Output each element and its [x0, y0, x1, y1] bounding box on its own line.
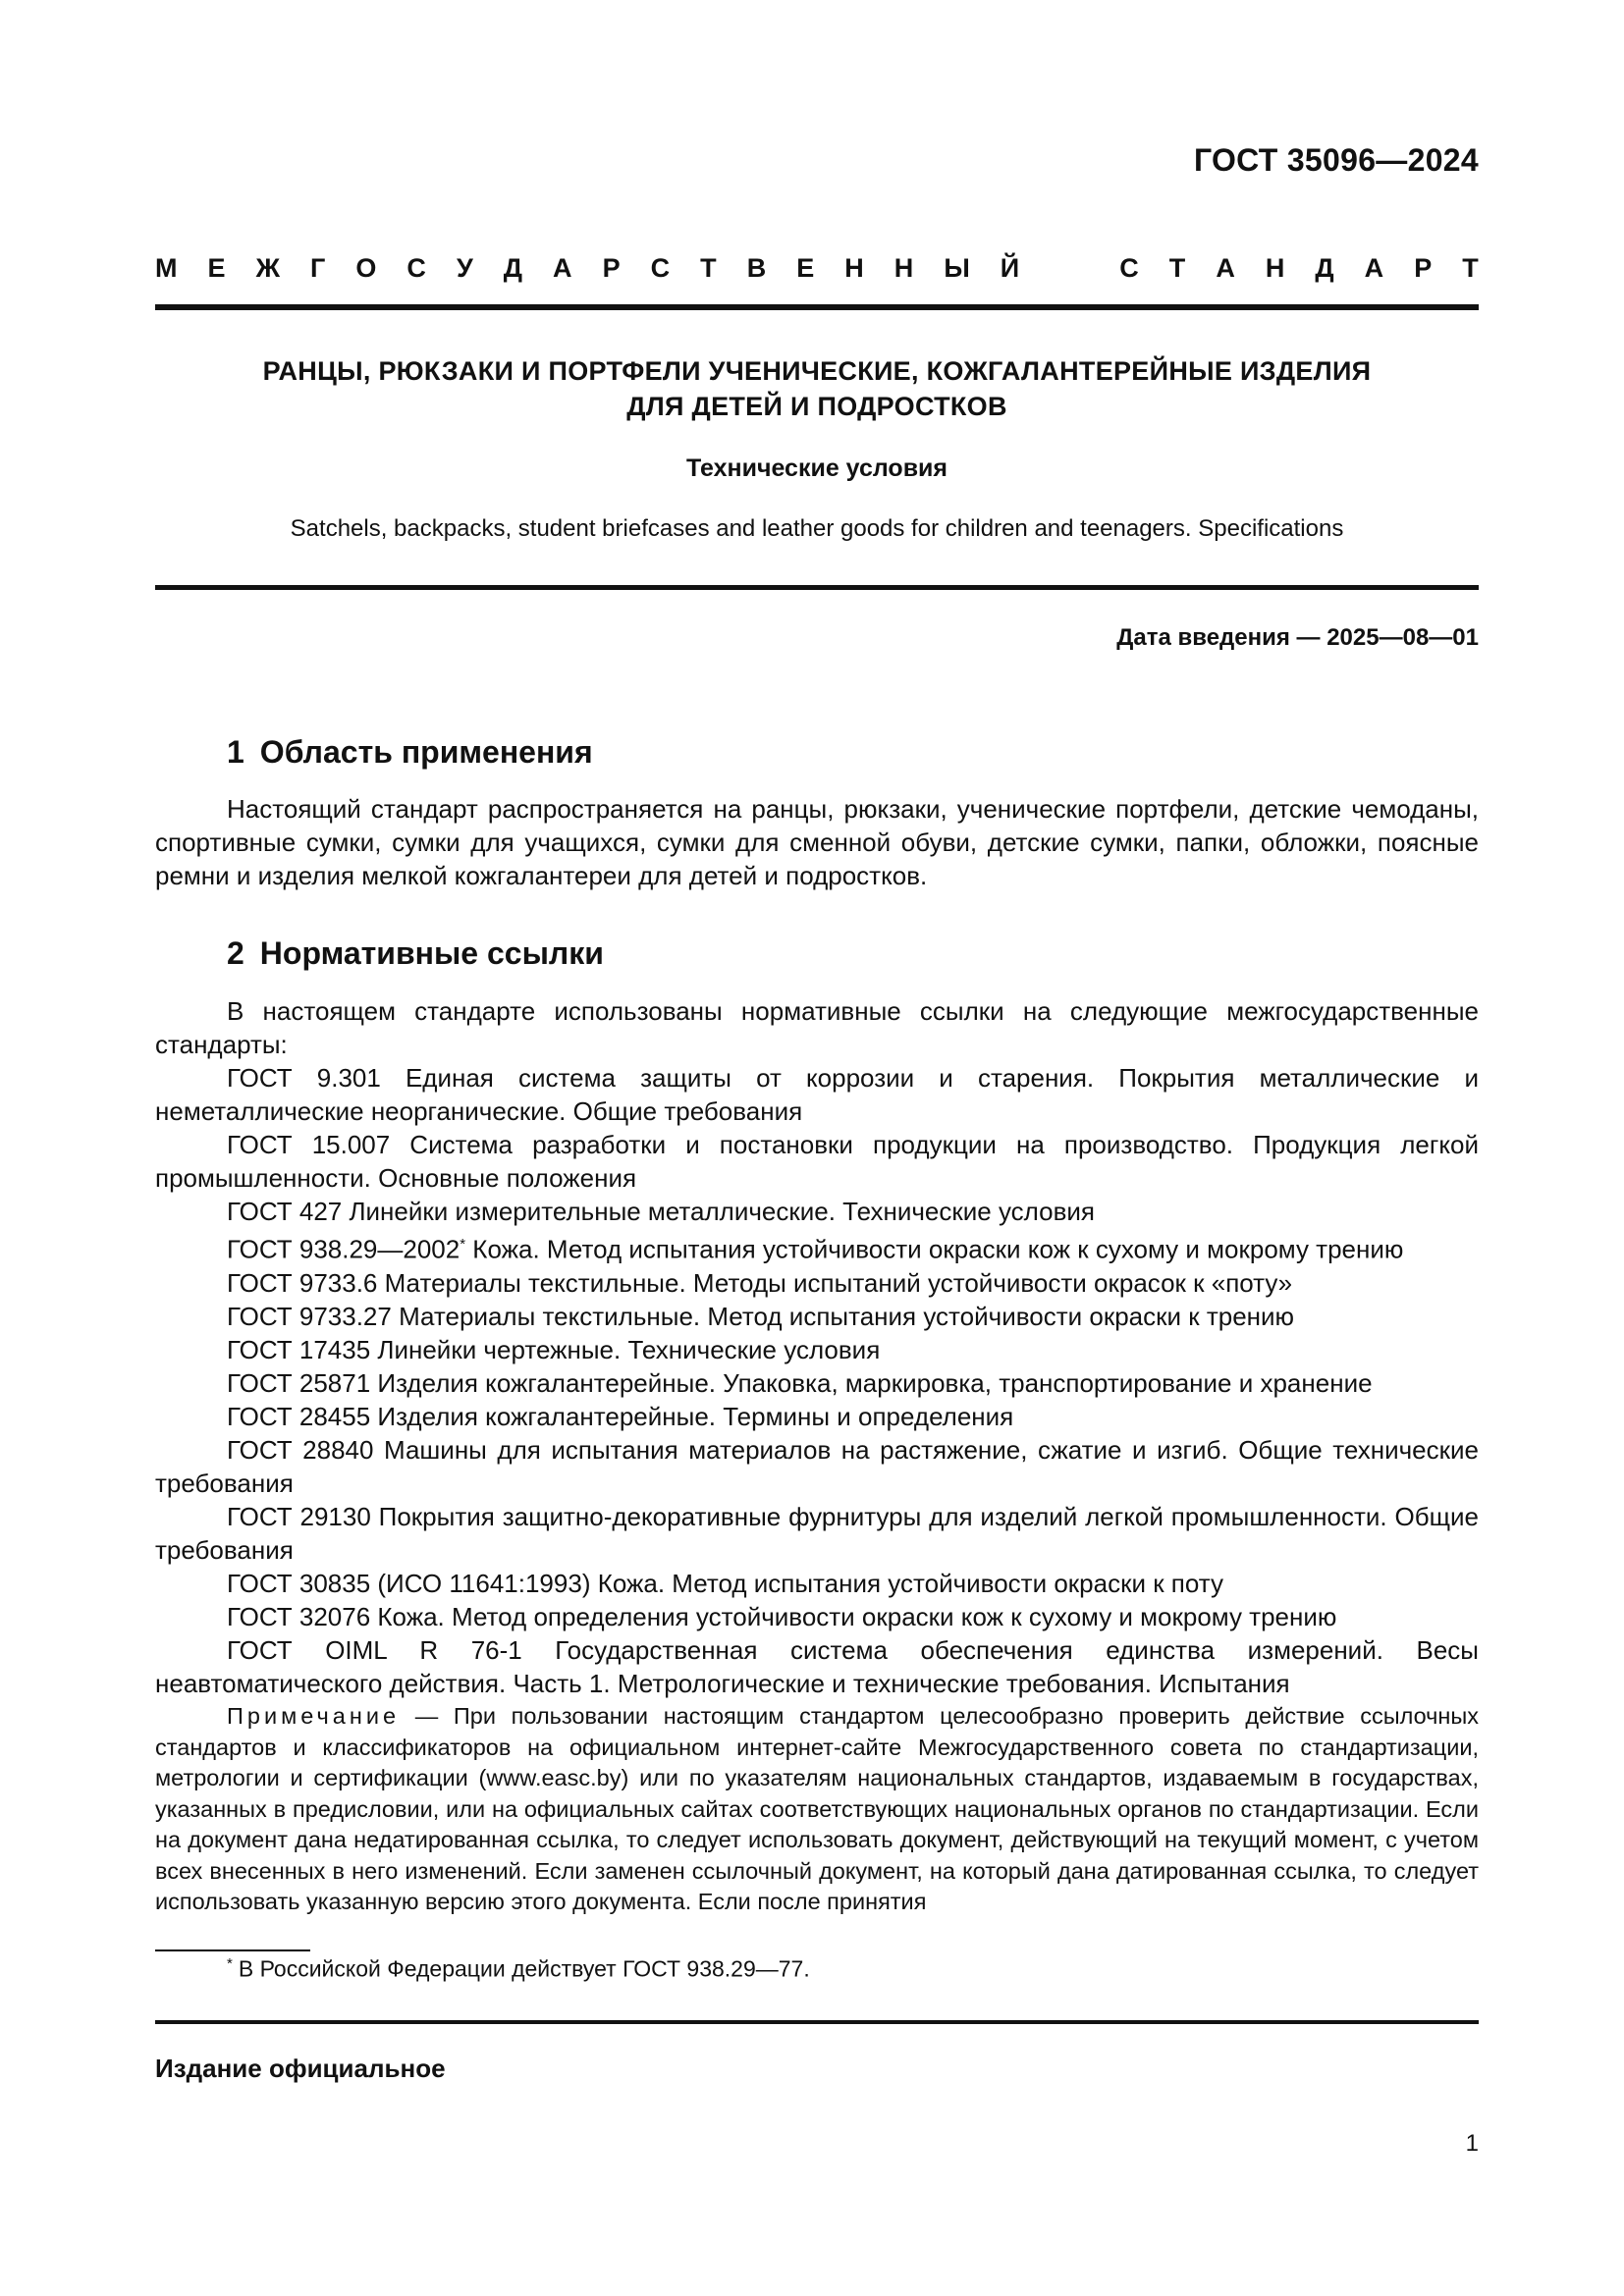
page-number: 1	[1465, 2130, 1479, 2157]
reference-item-938	[155, 1228, 1479, 1266]
banner-letter: Ы	[944, 253, 970, 283]
banner-letter: Т	[1168, 253, 1186, 283]
banner-letter: Г	[310, 253, 326, 283]
section-2-number: 2	[227, 935, 244, 971]
banner-letter: М	[155, 253, 178, 283]
reference-item: ГОСТ 28840 Машины для испытания материалов на растяжение, сжатие и изгиб. Общие технические требования	[155, 1434, 1479, 1498]
banner-letter: Д	[503, 253, 523, 283]
banner-letter: Е	[796, 253, 815, 283]
section-1-number: 1	[227, 734, 244, 770]
footer-rule	[155, 2020, 1479, 2024]
reference-item: ГОСТ 9.301 Единая система защиты от коррозии и старения. Покрытия металлические и неметаллические неорганические. Общие требования	[155, 1063, 1479, 1126]
reference-item: ГОСТ 9733.27 Материалы текстильные. Метод испытания устойчивости окраски к трению	[227, 1301, 1295, 1331]
section-1-heading	[227, 734, 593, 771]
banner-letter: Н	[893, 253, 914, 283]
reference-item: ГОСТ 9733.6 Материалы текстильные. Методы испытаний устойчивости окрасок к «поту»	[227, 1267, 1293, 1298]
banner-letter: В	[746, 253, 767, 283]
section-1-text: Настоящий стандарт распространяется на ранцы, рюкзаки, ученические портфели, детские чемоданы, спортивные сумки, сумки для учащихся, сумки для сменной обуви, детские сумки, папки, обложки, поясные ремни и изделия мелкой кожгалантереи для детей и подростков.	[155, 794, 1479, 890]
section-1-title: Область применения	[259, 734, 593, 770]
banner-letter: Ж	[255, 253, 280, 283]
banner-letter: А	[1216, 253, 1235, 283]
banner-word-gap	[1050, 253, 1089, 284]
reference-item: ГОСТ 25871 Изделия кожгалантерейные. Упаковка, маркировка, транспортирование и хранение	[227, 1367, 1373, 1398]
section-2-heading	[227, 935, 604, 972]
note-paragraph	[155, 1701, 1479, 1918]
banner-letter: С	[650, 253, 671, 283]
title-line-1: РАНЦЫ, РЮКЗАКИ И ПОРТФЕЛИ УЧЕНИЧЕСКИЕ, КОЖГАЛАНТЕРЕЙНЫЕ ИЗДЕЛИЯ	[262, 356, 1372, 386]
footnote-marker: *	[227, 1955, 233, 1972]
reference-item: ГОСТ 427 Линейки измерительные металлические. Технические условия	[227, 1197, 1095, 1226]
note-text: — При пользовании настоящим стандартом целесообразно проверить действие ссылочных стандартов и классификаторов на официальном интернет-сайте Межгосударственного совета по стандартизации, метрологии и сертификации (www.easc.by) или по указателям национальных стандартов, издаваемым в государствах, указанных в предисловии, или на официальных сайтах соответствующих национальных органов по стандартизации. Если на документ дана недатированная ссылка, то следует использовать документ, действующий на текущий момент, с учетом всех внесенных в него изменений. Если заменен ссылочный документ, на который дана датированная ссылка, то следует использовать указанную версию этого документа. Если после принятия	[155, 1703, 1479, 1914]
reference-item: ГОСТ 17435 Линейки чертежные. Технические условия	[227, 1334, 881, 1364]
banner-letter: Й	[1000, 253, 1020, 283]
reference-938-code: ГОСТ 938.29—2002	[227, 1234, 460, 1264]
edition-label: Издание официальное	[155, 2054, 446, 2083]
note-label: Примечание	[227, 1703, 401, 1729]
reference-item: ГОСТ 32076 Кожа. Метод определения устойчивости окраски кож к сухому и мокрому трению	[227, 1601, 1337, 1631]
banner-letter: Е	[207, 253, 226, 283]
banner-letter: С	[1119, 253, 1139, 283]
banner-letter: А	[1364, 253, 1384, 283]
footnote-text: В Российской Федерации действует ГОСТ 938.29—77.	[238, 1955, 810, 1982]
footnote	[227, 1955, 810, 1983]
banner-letter: А	[553, 253, 572, 283]
banner-letter: С	[406, 253, 426, 283]
section-2-intro: В настоящем стандарте использованы нормативные ссылки на следующие межгосударственные стандарты:	[155, 996, 1479, 1059]
banner-letter: Н	[1265, 253, 1285, 283]
reference-item: ГОСТ OIML R 76-1 Государственная система обеспечения единства измерений. Весы неавтоматического действия. Часть 1. Метрологические и технические требования. Испытания	[155, 1634, 1479, 1698]
interstate-standard-banner	[155, 253, 1479, 284]
normative-references-list	[155, 1061, 1479, 1700]
reference-item: ГОСТ 30835 (ИСО 11641:1993) Кожа. Метод испытания устойчивости окраски к поту	[227, 1568, 1223, 1598]
banner-letter: У	[456, 253, 473, 283]
header-rule	[155, 304, 1479, 310]
document-subtitle: Технические условия	[685, 454, 948, 482]
reference-item: ГОСТ 15.007 Система разработки и постановки продукции на производство. Продукция легкой промышленности. Основные положения	[155, 1130, 1479, 1193]
footnote-marker: *	[460, 1236, 466, 1253]
title-rule	[155, 585, 1479, 590]
banner-letter: Т	[1462, 253, 1479, 283]
banner-letter: Р	[1414, 253, 1433, 283]
section-2-title: Нормативные ссылки	[259, 935, 604, 971]
introduction-date: Дата введения — 2025—08—01	[1116, 624, 1479, 651]
reference-938-title: Кожа. Метод испытания устойчивости окраски кож к сухому и мокрому трению	[465, 1234, 1404, 1264]
reference-item: ГОСТ 29130 Покрытия защитно-декоративные фурнитуры для изделий легкой промышленности. Общие требования	[155, 1501, 1479, 1565]
banner-letter: Н	[844, 253, 864, 283]
document-title	[155, 353, 1479, 424]
footnote-separator	[155, 1949, 310, 1951]
title-line-2: ДЛЯ ДЕТЕЙ И ПОДРОСТКОВ	[626, 392, 1007, 421]
banner-letter: Д	[1315, 253, 1334, 283]
english-title: Satchels, backpacks, student briefcases and leather goods for children and teenagers. Specifications	[290, 515, 1344, 542]
gost-number: ГОСТ 35096—2024	[1193, 142, 1479, 178]
banner-letter: О	[355, 253, 377, 283]
reference-item: ГОСТ 28455 Изделия кожгалантерейные. Термины и определения	[227, 1401, 1014, 1431]
banner-letter: Р	[602, 253, 621, 283]
banner-letter: Т	[700, 253, 717, 283]
